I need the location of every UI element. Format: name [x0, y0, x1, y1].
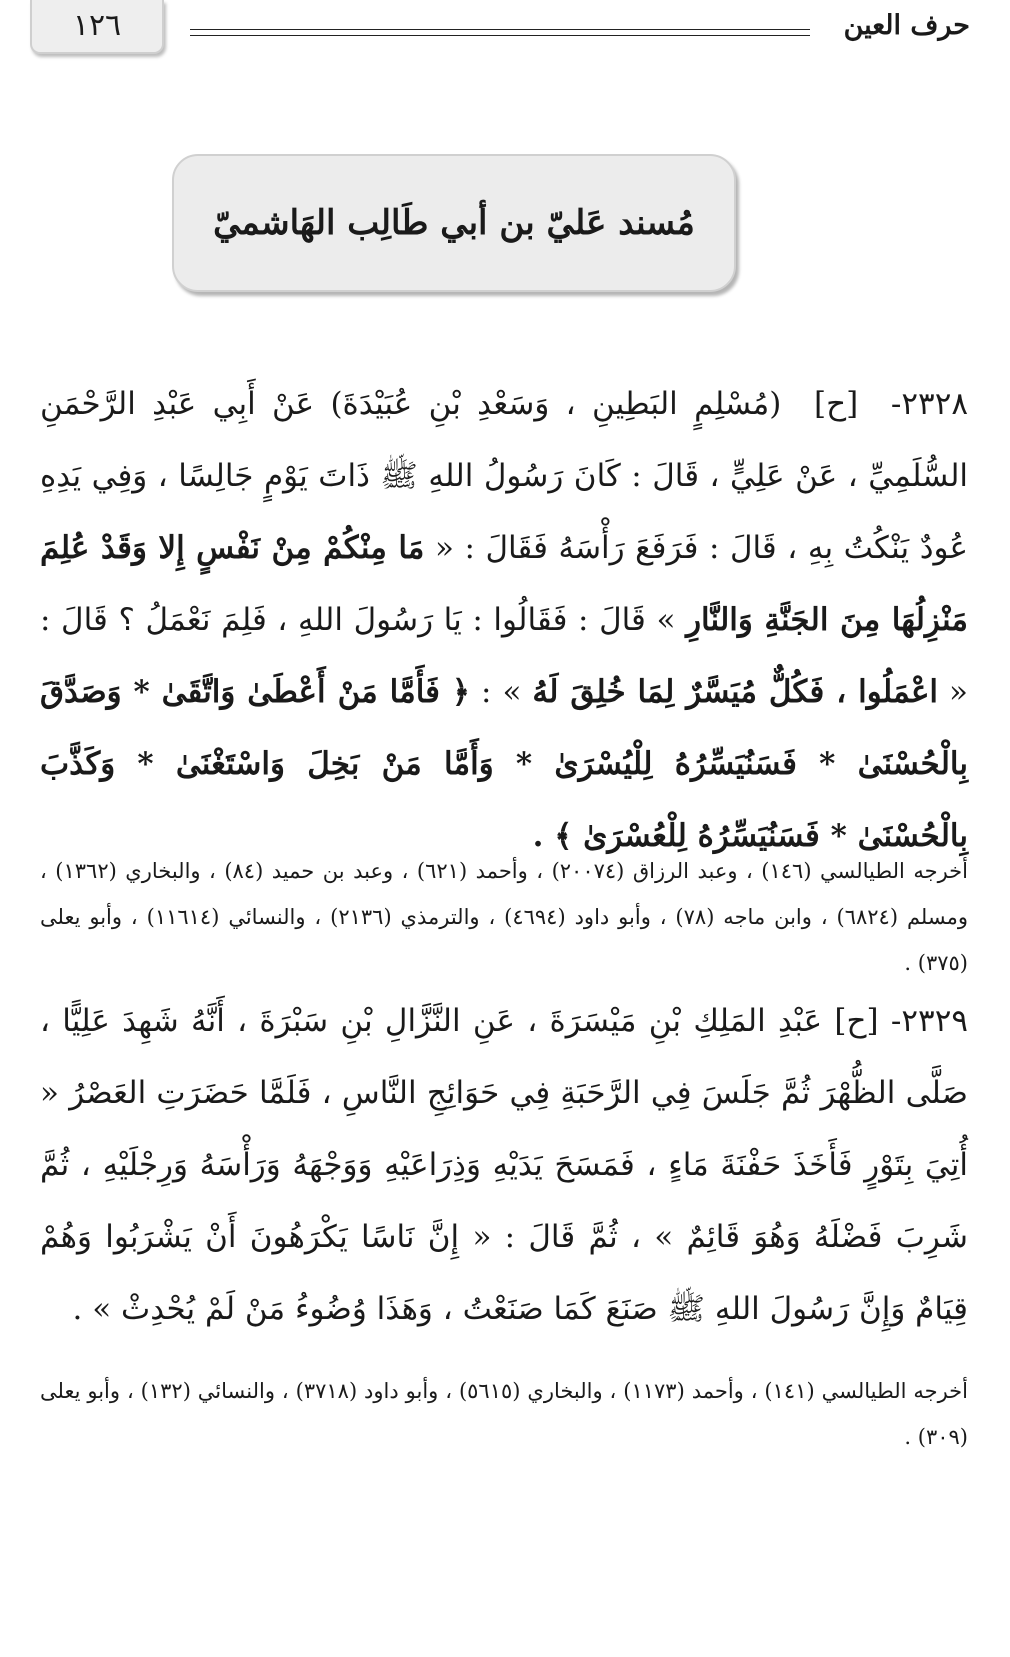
hadith-text-mid: » قَالَ : فَقَالُوا : يَا رَسُولَ اللهِ ، فَلِمَ نَعْمَلُ ؟ قَالَ : « — [40, 602, 968, 710]
takhrij-2329: أخرجه الطيالسي (١٤١) ، وأحمد (١١٧٣) ، والبخاري (٥٦١٥) ، وأبو داود (٣٧١٨) ، والنسائي (١٣٢) ، وأبو يعلى (٣٠٩) . — [40, 1379, 968, 1449]
chapter-title: حرف العين — [843, 10, 970, 41]
page-number: ١٢٦ — [30, 0, 164, 54]
hadith-marker: [ح] — [834, 1003, 879, 1039]
hadith-text-end: » : — [481, 674, 522, 710]
hadith-number: ٢٣٢٨- — [890, 386, 969, 422]
prophetic-speech: مَا مِنْكُمْ مِنْ نَفْسٍ إِلا وَقَدْ عُلِمَ مَنْزِلُهَا مِنَ الجَنَّةِ وَالنَّارِ — [40, 530, 968, 638]
section-title-box — [172, 154, 736, 292]
quran-verse: ﴿ فَأَمَّا مَنْ أَعْطَىٰ وَاتَّقَىٰ * وَصَدَّقَ بِالْحُسْنَىٰ * فَسَنُيَسِّرُهُ لِلْيُسْرَىٰ * وَأَمَّا مَنْ بَخِلَ وَاسْتَغْنَىٰ * وَكَذَّبَ بِالْحُسْنَىٰ * فَسَنُيَسِّرُهُ لِلْعُسْرَىٰ ﴾ . — [40, 674, 968, 854]
prophetic-speech: اعْمَلُوا ، فَكُلٌّ مُيَسَّرٌ لِمَا خُلِقَ لَهُ — [532, 674, 939, 710]
header-rule — [190, 29, 810, 36]
takhrij-2328: أخرجه الطيالسي (١٤٦) ، وعبد الرزاق (٢٠٠٧٤) ، وأحمد (٦٢١) ، وعبد بن حميد (٨٤) ، والبخاري (١٣٦٢) ، ومسلم (٦٨٢٤) ، وابن ماجه (٧٨) ، وأبو داود (٤٦٩٤) ، والترمذي (٢١٣٦) ، والنسائي (١١٦١٤) ، وأبو يعلى (٣٧٥) . — [40, 859, 968, 975]
hadith-2328 — [40, 368, 968, 872]
page-header — [0, 0, 1010, 70]
hadith-marker: [ح] — [814, 386, 859, 422]
hadith-text-intro: (مُسْلِمٍ البَطِينِ ، وَسَعْدِ بْنِ عُبَيْدَةَ) عَنْ أَبِي عَبْدِ الرَّحْمَنِ السُّلَمِيِّ ، عَنْ عَلِيٍّ ، قَالَ : كَانَ رَسُولُ اللهِ ﷺ ذَاتَ يَوْمٍ جَالِسًا ، وَفِي يَدِهِ عُودٌ يَنْكُتُ بِهِ ، قَالَ : فَرَفَعَ رَأْسَهُ فَقَالَ : « — [40, 386, 969, 566]
section-title: مُسند عَليّ بن أبي طَالِب الهَاشميّ — [213, 203, 695, 243]
hadith-number: ٢٣٢٩- — [890, 1003, 968, 1039]
hadith-2329 — [40, 985, 968, 1345]
hadith-text: عَبْدِ المَلِكِ بْنِ مَيْسَرَةَ ، عَنِ النَّزَّالِ بْنِ سَبْرَةَ ، أَنَّهُ شَهِدَ عَلِيًّا ، صَلَّى الظُّهْرَ ثُمَّ جَلَسَ فِي الرَّحَبَةِ فِي حَوَائِجِ النَّاسِ ، فَلَمَّا حَضَرَتِ العَصْرُ « أُتِيَ بِتَوْرٍ فَأَخَذَ حَفْنَةَ مَاءٍ ، فَمَسَحَ يَدَيْهِ وَذِرَاعَيْهِ وَوَجْهَهُ وَرَأْسَهُ وَرِجْلَيْهِ ، ثُمَّ شَرِبَ فَضْلَهُ وَهُوَ قَائِمٌ » ، ثُمَّ قَالَ : « إِنَّ نَاسًا يَكْرَهُونَ أَنْ يَشْرَبُوا وَهُمْ قِيَامٌ وَإِنَّ رَسُولَ اللهِ ﷺ صَنَعَ كَمَا صَنَعْتُ ، وَهَذَا وُضُوءُ مَنْ لَمْ يُحْدِثْ » . — [40, 1003, 968, 1327]
